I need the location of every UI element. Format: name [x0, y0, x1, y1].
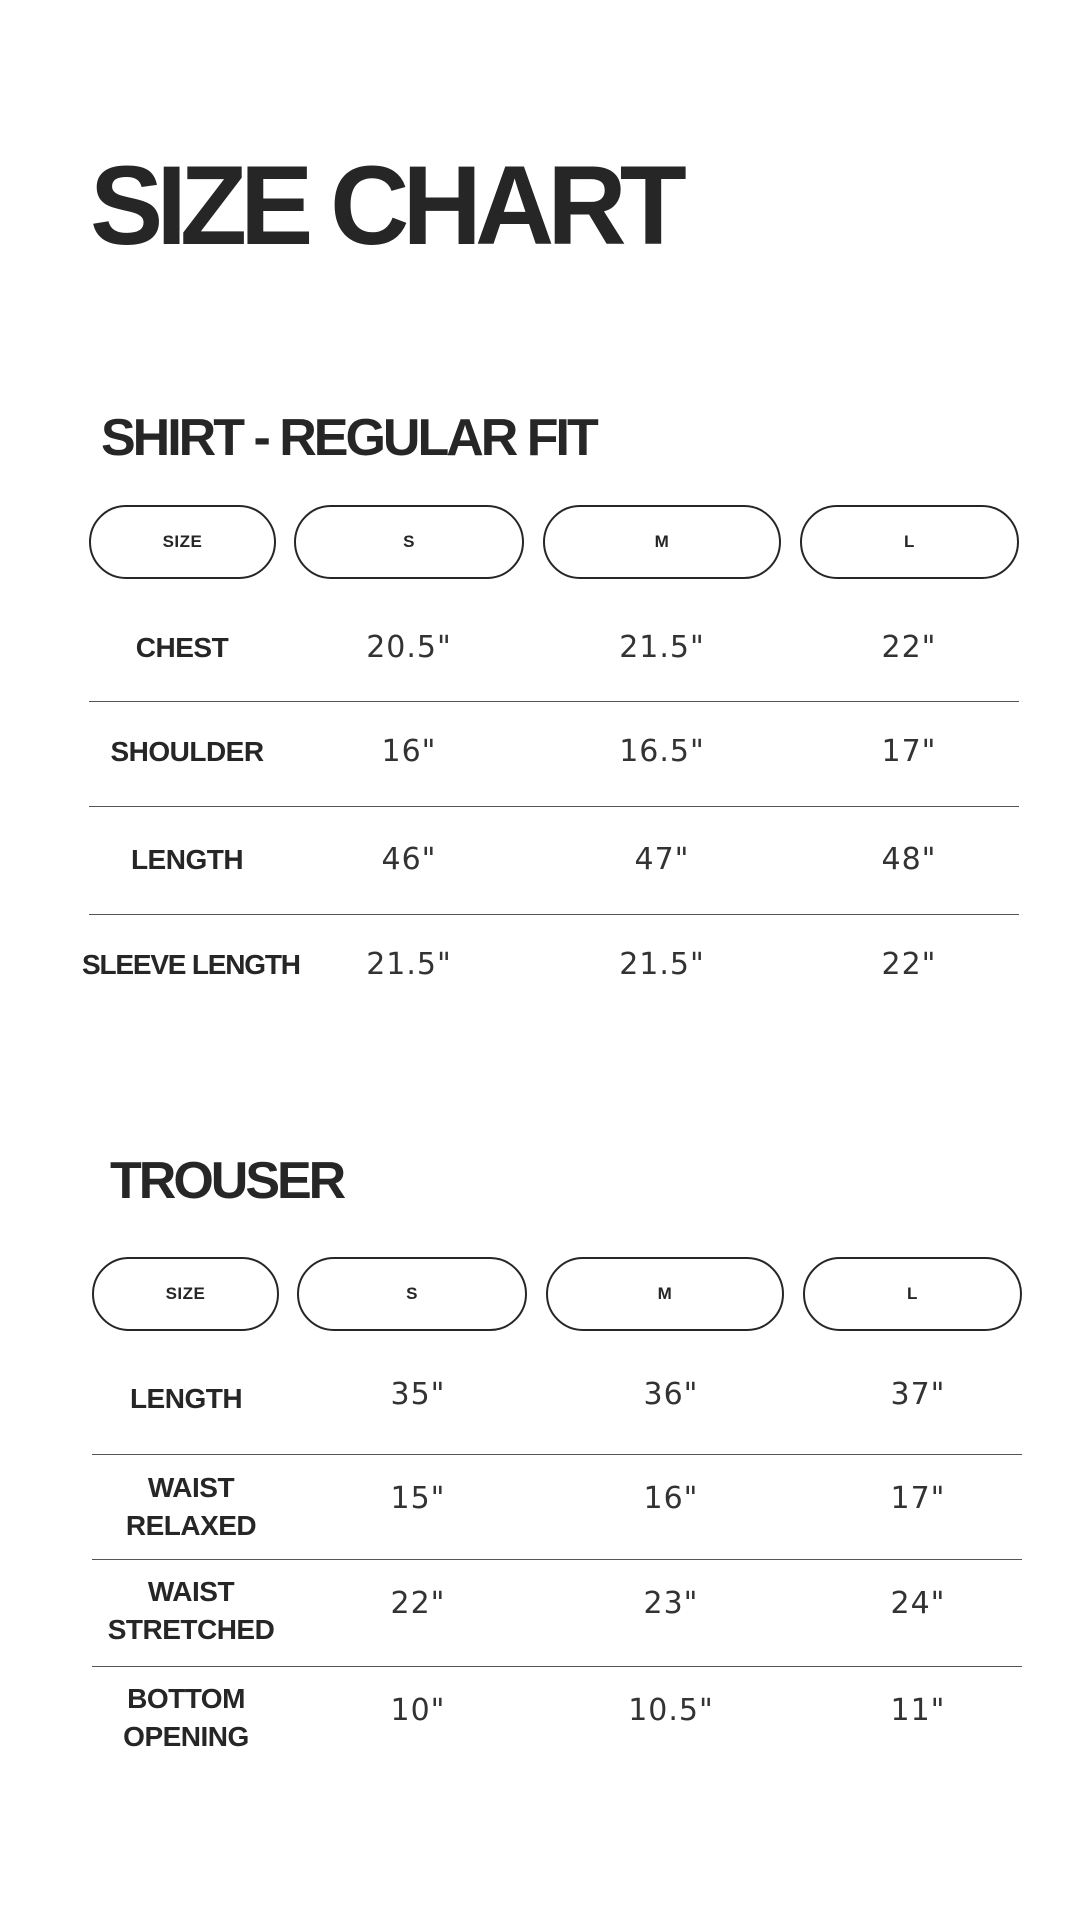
trouser-cell-s: 22" — [390, 1586, 446, 1621]
shirt-row-label: CHEST — [135, 632, 229, 663]
trouser-cell-l: 11" — [890, 1693, 946, 1728]
shirt-row-label: LENGTH — [130, 844, 244, 875]
shirt-cell-l: 17" — [881, 734, 937, 769]
divider — [89, 701, 1019, 702]
shirt-cell-l: 22" — [881, 630, 937, 665]
shirt-cell-m: 16.5" — [619, 734, 705, 769]
trouser-row-label: LENGTH — [129, 1383, 243, 1414]
trouser-cell-s: 10" — [390, 1693, 446, 1728]
trouser-row-label: WAIST RELAXED — [125, 1472, 257, 1541]
shirt-cell-s: 16" — [381, 734, 437, 769]
divider — [92, 1454, 1022, 1455]
shirt-cell-m: 21.5" — [619, 630, 705, 665]
divider — [92, 1666, 1022, 1667]
divider — [89, 914, 1019, 915]
shirt-cell-s: 21.5" — [366, 947, 452, 982]
trouser-cell-m: 16" — [643, 1481, 699, 1516]
trouser-cell-m: 36" — [643, 1377, 699, 1412]
divider — [89, 806, 1019, 807]
trouser-cell-s: 15" — [390, 1481, 446, 1516]
trouser-row-label: WAIST STRETCHED — [107, 1576, 275, 1645]
trouser-section-title: TROUSER — [110, 1152, 344, 1210]
trouser-cell-l: 24" — [890, 1586, 946, 1621]
page-title: SIZE CHART — [90, 143, 680, 268]
trouser-header-size: SIZE — [92, 1257, 279, 1331]
trouser-cell-s: 35" — [390, 1377, 446, 1412]
shirt-cell-s: 46" — [381, 842, 437, 877]
trouser-cell-m: 23" — [643, 1586, 699, 1621]
trouser-cell-l: 17" — [890, 1481, 946, 1516]
divider — [92, 1559, 1022, 1560]
trouser-row-label: BOTTOM OPENING — [123, 1683, 249, 1752]
trouser-header-m: M — [546, 1257, 784, 1331]
shirt-header-l: L — [800, 505, 1019, 579]
shirt-header-s: S — [294, 505, 524, 579]
trouser-cell-m: 10.5" — [628, 1693, 714, 1728]
shirt-cell-s: 20.5" — [366, 630, 452, 665]
shirt-header-m: M — [543, 505, 781, 579]
shirt-row-label: SLEEVE LENGTH — [82, 949, 300, 980]
shirt-cell-m: 21.5" — [619, 947, 705, 982]
shirt-cell-l: 48" — [881, 842, 937, 877]
trouser-header-l: L — [803, 1257, 1022, 1331]
trouser-header-s: S — [297, 1257, 527, 1331]
shirt-cell-l: 22" — [881, 947, 937, 982]
shirt-header-size: SIZE — [89, 505, 276, 579]
shirt-cell-m: 47" — [634, 842, 690, 877]
trouser-cell-l: 37" — [890, 1377, 946, 1412]
shirt-row-label: SHOULDER — [110, 736, 264, 767]
shirt-section-title: SHIRT - REGULAR FIT — [101, 409, 596, 467]
